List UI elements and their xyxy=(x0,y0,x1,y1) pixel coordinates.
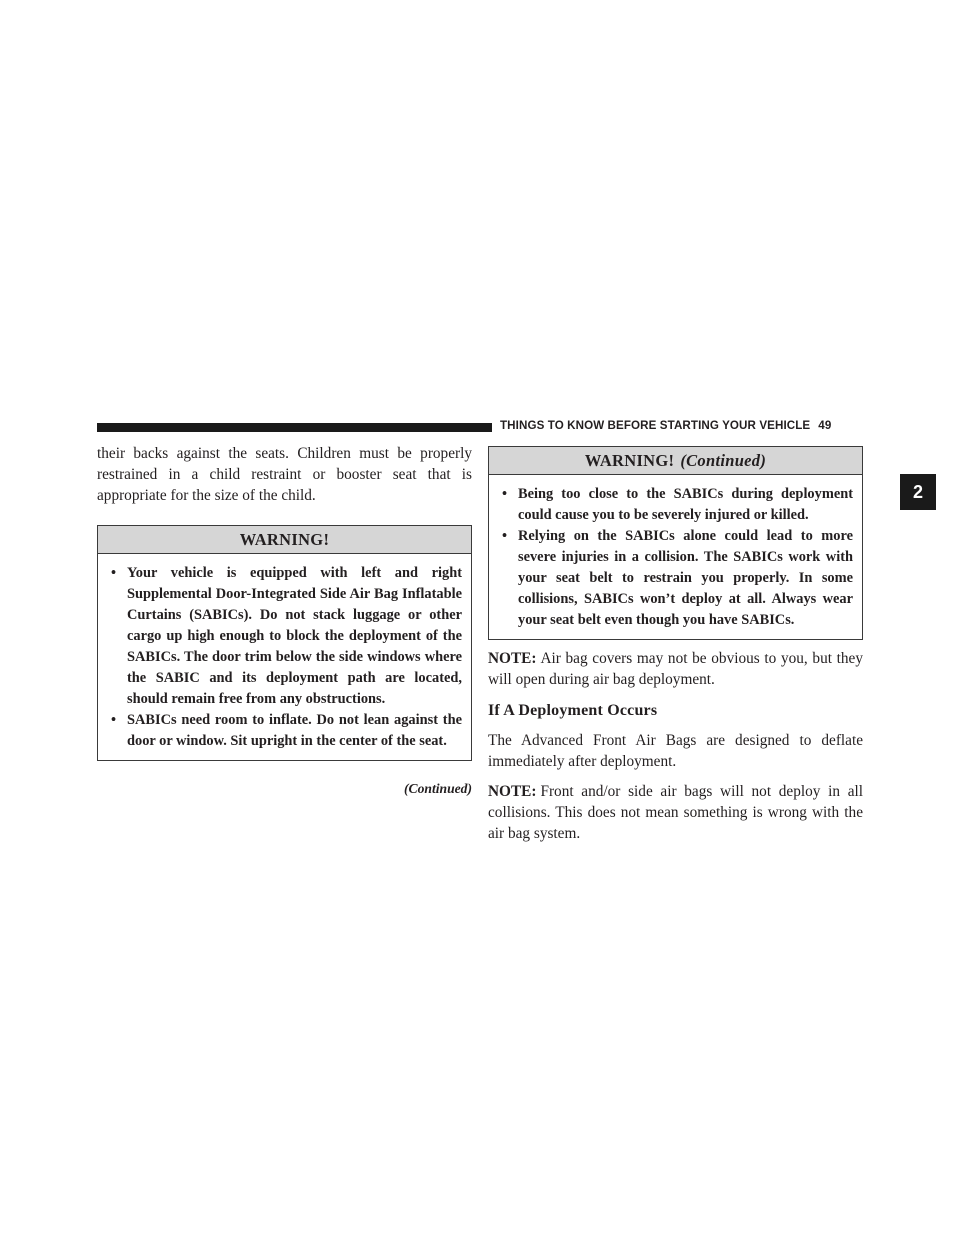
warning-box-continued xyxy=(488,446,863,640)
warning-list xyxy=(498,484,853,631)
warning-body xyxy=(489,475,862,639)
note-paragraph xyxy=(488,781,863,844)
warning-item-text: Your vehicle is equipped with left and right Supplemental Door-Integrated Side Air Bag Inflatable Curtains (SABICs). Do not stack luggage or other cargo up high enough to block the deployment of the SABICs. The door trim below the side windows where the SABIC and its deployment path are located, should remain free from any obstructions. xyxy=(127,565,462,707)
note-text: Air bag covers may not be obvious to you, but they will open during air bag deployment. xyxy=(488,650,863,688)
warning-list xyxy=(107,563,462,752)
chapter-tab: 2 xyxy=(900,474,936,510)
warning-item xyxy=(498,526,853,631)
warning-item xyxy=(107,563,462,710)
warning-title: WARNING! xyxy=(98,526,471,554)
warning-item xyxy=(107,710,462,752)
right-column xyxy=(488,446,863,844)
section-title: THINGS TO KNOW BEFORE STARTING YOUR VEHICLE xyxy=(500,419,811,432)
header-rule xyxy=(97,423,492,432)
left-column xyxy=(97,443,472,799)
running-header xyxy=(500,419,866,432)
bullet-icon: • xyxy=(111,565,117,581)
note-text: Front and/or side air bags will not deploy in all collisions. This does not mean something is wrong with the air bag system. xyxy=(488,783,863,842)
note-label: NOTE: xyxy=(488,650,537,667)
bullet-icon: • xyxy=(111,712,117,728)
continued-label: (Continued) xyxy=(404,781,472,796)
warning-title xyxy=(489,447,862,475)
warning-body xyxy=(98,554,471,760)
warning-item-text: SABICs need room to inflate. Do not lean against the door or window. Sit upright in the center of the seat. xyxy=(127,712,462,749)
warning-box xyxy=(97,525,472,761)
note-label: NOTE: xyxy=(488,783,537,800)
note-paragraph xyxy=(488,648,863,690)
warning-item-text: Being too close to the SABICs during deployment could cause you to be severely injured or killed. xyxy=(518,486,853,523)
body-paragraph: The Advanced Front Air Bags are designed to deflate immediately after deployment. xyxy=(488,732,863,770)
intro-paragraph: their backs against the seats. Children must be properly restrained in a child restraint or booster seat that is appropriate for the size of the child. xyxy=(97,445,472,504)
warning-item xyxy=(498,484,853,526)
warning-title-text: WARNING! xyxy=(584,451,675,470)
section-heading: If A Deployment Occurs xyxy=(488,702,658,719)
bullet-icon: • xyxy=(502,486,508,502)
warning-item-text: Relying on the SABICs alone could lead to more severe injuries in a collision. The SABICs work with your seat belt to restrain you properly. In some collisions, SABICs won’t deploy at all. Always wear your seat belt even though you have SABICs. xyxy=(518,528,853,628)
page-number: 49 xyxy=(818,419,832,432)
warning-title-continued: (Continued) xyxy=(680,451,767,470)
bullet-icon: • xyxy=(502,528,508,544)
